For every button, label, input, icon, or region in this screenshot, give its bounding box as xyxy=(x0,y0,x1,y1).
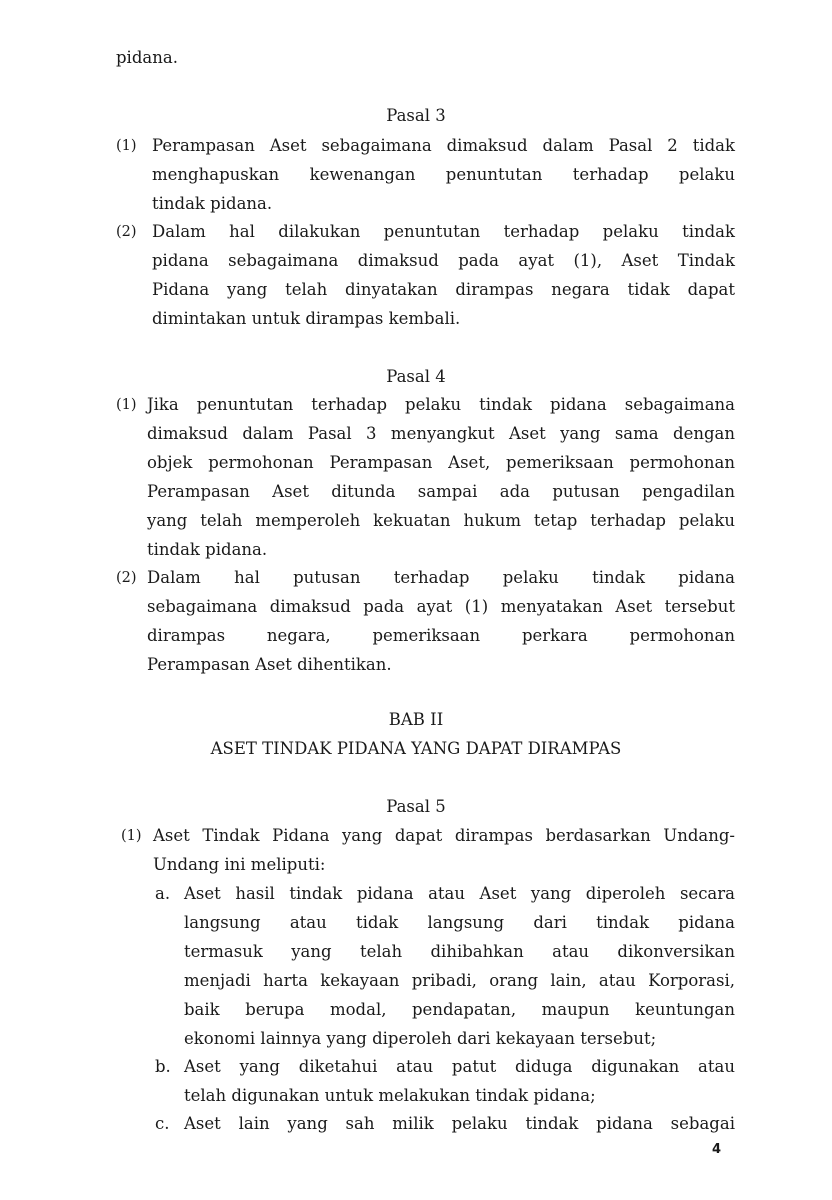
item-a-line: langsung atau tidak langsung dari tindak pidana xyxy=(184,913,735,932)
pasal-3-ayat-2-line: pidana sebagaimana dimaksud pada ayat (1), Aset Tindak xyxy=(152,251,735,270)
item-letter-b: b. xyxy=(155,1057,171,1076)
pasal-4-ayat-1-line: Perampasan Aset ditunda sampai ada putusan pengadilan xyxy=(147,482,735,501)
item-b-line: telah digunakan untuk melakukan tindak pidana; xyxy=(184,1086,596,1105)
item-letter-a: a. xyxy=(155,884,171,903)
pasal-4-ayat-1-line: yang telah memperoleh kekuatan hukum tetap terhadap pelaku xyxy=(147,511,735,530)
pasal-4-ayat-1-line: tindak pidana. xyxy=(147,540,268,559)
item-c-line: Aset lain yang sah milik pelaku tindak pidana sebagai xyxy=(184,1114,735,1133)
pasal-3-ayat-1-number: (1) xyxy=(116,138,137,154)
pasal-3-ayat-1-line: Perampasan Aset sebagaimana dimaksud dalam Pasal 2 tidak xyxy=(152,136,735,155)
pasal-4-ayat-1-number: (1) xyxy=(116,397,137,413)
pasal-5-ayat-1-line: Undang ini meliputi: xyxy=(153,855,326,874)
pasal-5-ayat-1-number: (1) xyxy=(121,828,142,844)
pasal-3-heading: Pasal 3 xyxy=(386,106,446,125)
pasal-3-ayat-2-number: (2) xyxy=(116,224,137,240)
pasal-5-ayat-1-line: Aset Tindak Pidana yang dapat dirampas berdasarkan Undang- xyxy=(153,826,735,845)
item-a-line: ekonomi lainnya yang diperoleh dari kekayaan tersebut; xyxy=(184,1029,657,1048)
item-a-line: Aset hasil tindak pidana atau Aset yang diperoleh secara xyxy=(184,884,735,903)
pasal-5-heading: Pasal 5 xyxy=(386,797,446,816)
item-a-line: menjadi harta kekayaan pribadi, orang lain, atau Korporasi, xyxy=(184,971,735,990)
pasal-3-ayat-2-line: Dalam hal dilakukan penuntutan terhadap pelaku tindak xyxy=(152,222,735,241)
pasal-4-ayat-2-number: (2) xyxy=(116,570,137,586)
item-b-line: Aset yang diketahui atau patut diduga digunakan atau xyxy=(184,1057,735,1076)
item-a-line: termasuk yang telah dihibahkan atau dikonversikan xyxy=(184,942,735,961)
pasal-4-ayat-1-line: dimaksud dalam Pasal 3 menyangkut Aset yang sama dengan xyxy=(147,424,735,443)
pasal-3-ayat-2-line: dimintakan untuk dirampas kembali. xyxy=(152,309,461,328)
pasal-4-ayat-2-line: dirampas negara, pemeriksaan perkara permohonan xyxy=(147,626,735,645)
pasal-4-ayat-1-line: Jika penuntutan terhadap pelaku tindak pidana sebagaimana xyxy=(147,395,735,414)
pasal-3-ayat-1-line: tindak pidana. xyxy=(152,194,273,213)
page-number: 4 xyxy=(712,1142,722,1157)
pasal-4-heading: Pasal 4 xyxy=(386,367,446,386)
item-letter-c: c. xyxy=(155,1114,170,1133)
bab-title: ASET TINDAK PIDANA YANG DAPAT DIRAMPAS xyxy=(210,739,622,758)
pasal-3-ayat-1-line: menghapuskan kewenangan penuntutan terhadap pelaku xyxy=(152,165,735,184)
continuation-line: pidana. xyxy=(116,48,178,67)
bab-number: BAB II xyxy=(388,710,444,729)
item-a-line: baik berupa modal, pendapatan, maupun keuntungan xyxy=(184,1000,735,1019)
pasal-3-ayat-2-line: Pidana yang telah dinyatakan dirampas negara tidak dapat xyxy=(152,280,735,299)
pasal-4-ayat-2-line: sebagaimana dimaksud pada ayat (1) menyatakan Aset tersebut xyxy=(147,597,735,616)
pasal-4-ayat-2-line: Dalam hal putusan terhadap pelaku tindak pidana xyxy=(147,568,735,587)
pasal-4-ayat-1-line: objek permohonan Perampasan Aset, pemeriksaan permohonan xyxy=(147,453,735,472)
pasal-4-ayat-2-line: Perampasan Aset dihentikan. xyxy=(147,655,392,674)
